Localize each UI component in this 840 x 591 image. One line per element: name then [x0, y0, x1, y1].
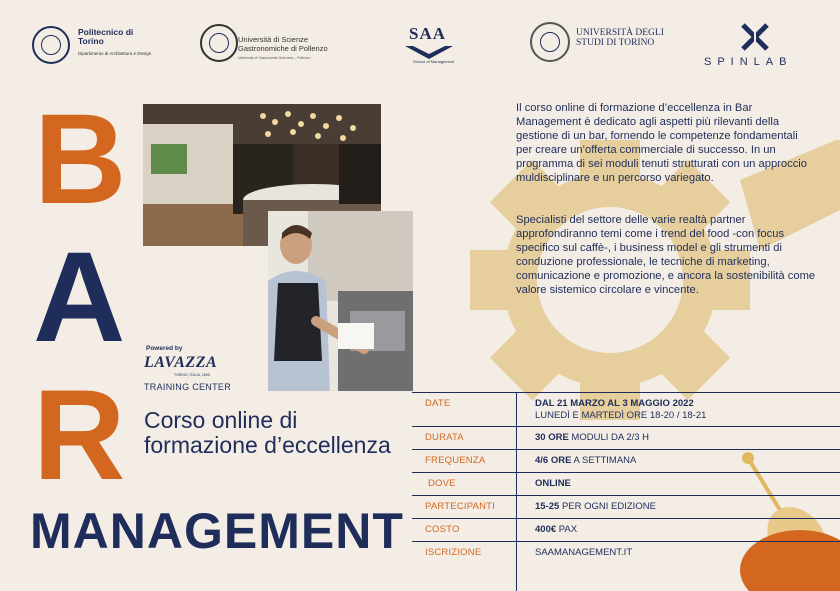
headline-letter-r: R	[33, 364, 126, 507]
info-row-date	[412, 392, 840, 426]
saa-subtitle: School of Management	[413, 59, 455, 64]
info-row-duration	[412, 426, 840, 448]
saa-logo	[395, 24, 465, 68]
powered-by-label: Powered by	[146, 345, 183, 352]
info-row-registration	[412, 541, 840, 591]
info-label: DATE	[425, 398, 451, 409]
course-subtitle: Corso online di formazione d’eccellenza	[144, 407, 391, 458]
info-row-location	[412, 472, 840, 494]
lavazza-logo: LAVAZZA	[144, 354, 218, 371]
headline-management: MANAGEMENT	[30, 503, 404, 559]
info-value: ONLINE	[535, 478, 571, 489]
info-label: ISCRIZIONE	[425, 547, 482, 558]
unisg-logo	[200, 22, 340, 68]
info-value: 30 ORE MODULI DA 2/3 H	[535, 432, 650, 443]
unisg-subtitle: University of Gastronomic Sciences – Pollenzo	[238, 56, 311, 60]
spinlab-x-icon	[740, 22, 770, 52]
unisg-emblem-icon	[200, 24, 238, 62]
info-label: DURATA	[425, 432, 464, 443]
saa-chevron-icon	[405, 46, 453, 60]
barista-photo	[268, 211, 413, 391]
spinlab-name: SPINLAB	[704, 56, 793, 68]
unito-logo	[530, 22, 664, 66]
registration-link[interactable]: SAAMANAGEMENT.IT	[535, 547, 633, 558]
info-label: COSTO	[425, 524, 460, 535]
description-paragraph-2: Specialisti del settore delle varie realtà partner approfondiranno temi come i trend del food -con focus specifico sul caffè-, i business model e gli strumenti di conduzione professionale, le tecniche di marketing, comunicazione e promozione, e ancora la sostenibilità come valore sistemico circolare e vincente.	[516, 214, 816, 296]
politecnico-department: Dipartimento di Architettura e Design	[78, 51, 152, 56]
spinlab-logo	[700, 22, 810, 72]
info-label: DOVE	[428, 478, 456, 489]
unito-seal-icon	[530, 22, 570, 62]
info-value: 4/6 ORE A SETTIMANA	[535, 455, 637, 466]
headline-letter-b: B	[34, 88, 127, 231]
info-row-participants	[412, 495, 840, 517]
lavazza-tagline: TORINO, ITALIA, 1895	[174, 373, 210, 377]
info-value: 15-25 PER OGNI EDIZIONE	[535, 501, 656, 512]
info-label: FREQUENZA	[425, 455, 486, 466]
info-value: DAL 21 MARZO AL 3 MAGGIO 2022	[535, 398, 694, 409]
info-value-line2: LUNEDÌ E MARTEDÌ ORE 18-20 / 18-21	[535, 410, 707, 421]
headline-letter-a: A	[33, 226, 126, 369]
saa-name: SAA	[409, 24, 447, 43]
info-value: 400€ PAX	[535, 524, 578, 535]
unisg-name: Università di Scienze Gastronomiche di Pollenzo	[238, 35, 328, 53]
unito-name: UNIVERSITÀ DEGLI STUDI DI TORINO	[576, 28, 664, 48]
info-label: PARTECIPANTI	[425, 501, 495, 512]
description-paragraph-1: Il corso online di formazione d’eccellenza in Bar Management è dedicato agli aspetti più rilevanti della gestione di un bar, fornendo le competenze fondamentali per creare un’offerta commerciale di successo. In un programma di sei moduli tenuti strutturati con un approccio muldisciplinare e un percorso variegato.	[516, 102, 808, 184]
politecnico-logo	[32, 24, 152, 68]
politecnico-seal-icon	[32, 26, 70, 64]
info-row-cost	[412, 518, 840, 540]
info-row-frequency	[412, 449, 840, 471]
training-center-label: TRAINING CENTER	[144, 382, 232, 392]
politecnico-name: Politecnico di Torino	[78, 27, 134, 46]
